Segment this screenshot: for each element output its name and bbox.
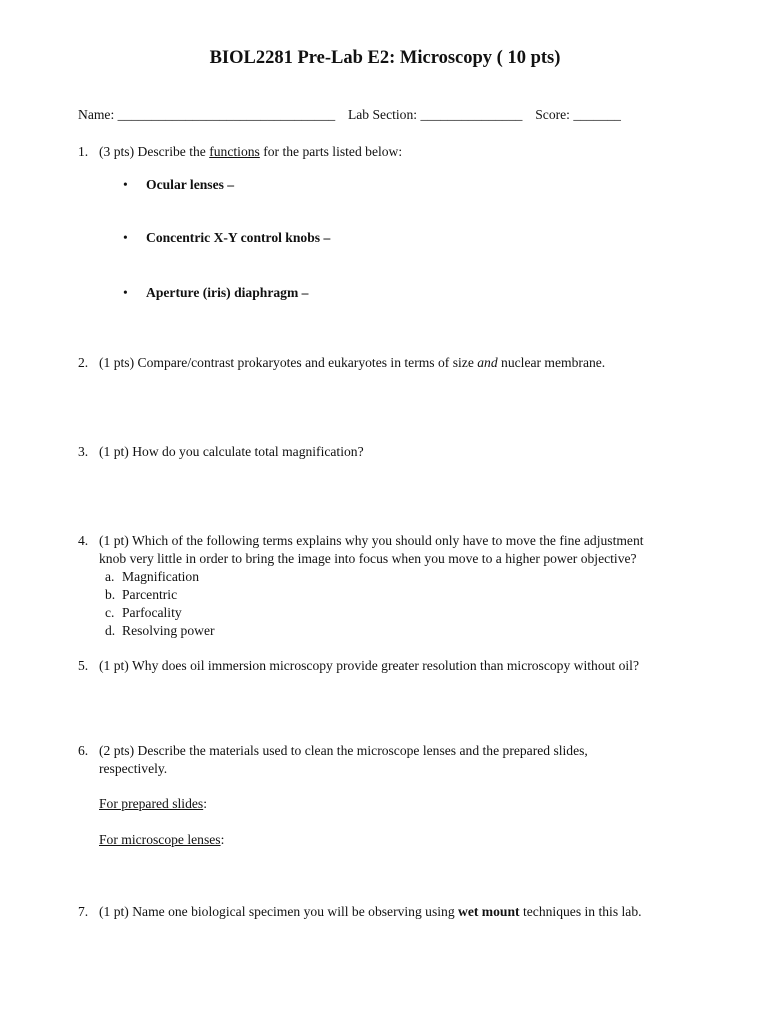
question-7-number: 7. — [78, 904, 89, 919]
option-b-letter: b. — [105, 587, 116, 602]
question-4-line2: knob very little in order to bring the image into focus when you move to a higher power objective? — [99, 551, 637, 566]
option-a-letter: a. — [105, 569, 115, 584]
question-2-text — [99, 355, 605, 371]
q1-item-ocular: Ocular lenses – — [146, 177, 235, 192]
question-1-post: for the parts listed below: — [259, 144, 403, 159]
question-1-underlined: functions — [209, 144, 260, 159]
question-7-post: techniques in this lab. — [519, 904, 642, 919]
name-blank[interactable]: ________________________________ — [117, 107, 336, 122]
question-2-number: 2. — [78, 355, 89, 370]
question-4-line1: (1 pt) Which of the following terms explains why you should only have to move the fine adjustment — [99, 533, 644, 548]
score-blank[interactable]: _______ — [573, 107, 621, 122]
q1-item-xy-knobs: Concentric X-Y control knobs – — [146, 230, 331, 245]
option-a-text: Magnification — [122, 569, 200, 584]
question-6-number: 6. — [78, 743, 89, 758]
lab-section-blank[interactable]: _______________ — [420, 107, 523, 122]
option-b-text: Parcentric — [122, 587, 178, 602]
header-row — [78, 107, 621, 123]
question-7-bold: wet mount — [458, 904, 520, 919]
lab-section-label: Lab Section: — [347, 107, 418, 122]
prepared-slides-underlined: For prepared slides — [99, 796, 204, 811]
bullet-icon: • — [123, 230, 128, 245]
bullet-icon: • — [123, 177, 128, 192]
microscope-lenses-underlined: For microscope lenses — [99, 832, 221, 847]
question-5-number: 5. — [78, 658, 89, 673]
name-label: Name: — [78, 107, 115, 122]
question-1-number: 1. — [78, 144, 89, 159]
question-3-number: 3. — [78, 444, 89, 459]
option-c-text: Parfocality — [122, 605, 182, 620]
q1-item-aperture: Aperture (iris) diaphragm – — [146, 285, 309, 300]
question-7-text — [99, 904, 642, 920]
microscope-lenses-label — [99, 832, 224, 848]
question-6-line1: (2 pts) Describe the materials used to clean the microscope lenses and the prepared slides, — [99, 743, 588, 758]
prepared-slides-label — [99, 796, 207, 812]
question-2-italic: and — [477, 355, 498, 370]
option-d-text: Resolving power — [122, 623, 215, 638]
bullet-icon: • — [123, 285, 128, 300]
microscope-lenses-colon: : — [220, 832, 225, 847]
page-title: BIOL2281 Pre-Lab E2: Microscopy ( 10 pts) — [209, 48, 561, 68]
question-6-line2: respectively. — [99, 761, 168, 776]
question-1-text — [99, 144, 402, 160]
prepared-slides-colon: : — [203, 796, 207, 811]
score-label: Score: — [535, 107, 570, 122]
question-7-pre: (1 pt) Name one biological specimen you will be observing using — [99, 904, 459, 919]
question-5-text: (1 pt) Why does oil immersion microscopy provide greater resolution than microscopy without oil? — [99, 658, 639, 673]
question-2-post: nuclear membrane. — [497, 355, 606, 370]
question-2-pre: (1 pts) Compare/contrast prokaryotes and eukaryotes in terms of size — [99, 355, 478, 370]
question-1-pre: (3 pts) Describe the — [99, 144, 210, 159]
question-3-text: (1 pt) How do you calculate total magnification? — [99, 444, 364, 459]
option-d-letter: d. — [105, 623, 116, 638]
question-4-number: 4. — [78, 533, 89, 548]
option-c-letter: c. — [105, 605, 115, 620]
